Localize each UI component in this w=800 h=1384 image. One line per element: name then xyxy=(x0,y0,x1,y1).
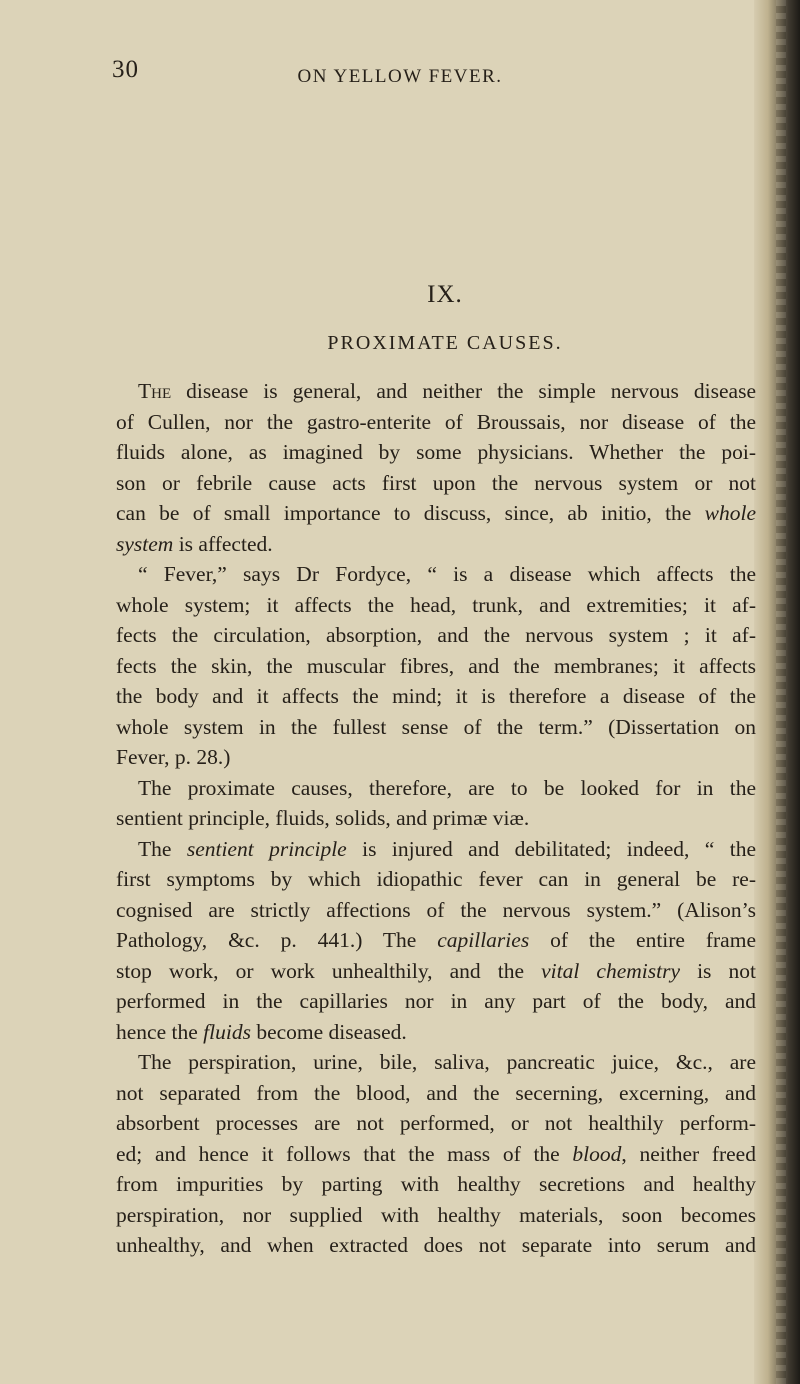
text-line: of Cullen, nor the gastro-enterite of Broussais, nor disease of the xyxy=(116,409,756,434)
text-line: son or febrile cause acts first upon the nervous system or not xyxy=(116,470,756,495)
chapter-title: PROXIMATE CAUSES. xyxy=(327,332,563,354)
text-line: whole system; it affects the head, trunk, and extremities; it af- xyxy=(116,592,756,617)
text-line: from impurities by parting with healthy secretions and healthy xyxy=(116,1172,756,1196)
text-line: The disease is general, and neither the simple nervous disease xyxy=(138,379,756,403)
text-line: sentient principle, fluids, solids, and primæ viæ. xyxy=(116,806,530,830)
text-line: system is affected. xyxy=(116,531,273,556)
text-line: the body and it affects the mind; it is therefore a disease of the xyxy=(116,684,756,708)
text-line: cognised are strictly affections of the nervous system.” (Alison’s xyxy=(116,897,756,922)
page-number: 30 xyxy=(112,56,139,83)
text-line: fects the circulation, absorption, and the nervous system ; it af- xyxy=(116,623,756,647)
text-line: whole system in the fullest sense of the term.” (Dissertation on xyxy=(116,714,756,739)
text-line: The proximate causes, therefore, are to be looked for in the xyxy=(138,775,756,800)
text-line: fects the skin, the muscular fibres, and the membranes; it affects xyxy=(116,653,756,678)
text-line: The perspiration, urine, bile, saliva, pancreatic juice, &c., are xyxy=(138,1050,756,1074)
body-text xyxy=(116,376,756,1261)
running-head: ON YELLOW FEVER. xyxy=(297,66,503,87)
chapter-number: IX. xyxy=(427,281,463,308)
text-line: first symptoms by which idiopathic fever can in general be re- xyxy=(116,867,756,891)
text-line: ed; and hence it follows that the mass of the blood, neither freed xyxy=(116,1141,756,1166)
text-line: performed in the capillaries nor in any part of the body, and xyxy=(116,989,756,1013)
text-line: fluids alone, as imagined by some physicians. Whether the poi- xyxy=(116,440,756,464)
text-line: not separated from the blood, and the secerning, excerning, and xyxy=(116,1080,756,1105)
text-line: hence the fluids become diseased. xyxy=(116,1019,407,1044)
text-line: unhealthy, and when extracted does not separate into serum and xyxy=(116,1233,756,1257)
page-edge-texture xyxy=(776,0,786,1384)
text-line: absorbent processes are not performed, or not healthily perform- xyxy=(116,1111,756,1135)
text-line: “ Fever,” says Dr Fordyce, “ is a disease which affects the xyxy=(138,562,756,586)
text-line: perspiration, nor supplied with healthy materials, soon becomes xyxy=(116,1202,756,1227)
page-edge-shadow xyxy=(754,0,800,1384)
text-line: can be of small importance to discuss, since, ab initio, the whole xyxy=(116,501,756,525)
text-line: Fever, p. 28.) xyxy=(116,745,231,769)
text-line: The sentient principle is injured and debilitated; indeed, “ the xyxy=(138,836,756,861)
text-line: stop work, or work unhealthily, and the vital chemistry is not xyxy=(116,958,756,983)
text-line: Pathology, &c. p. 441.) The capillaries of the entire frame xyxy=(116,928,756,952)
